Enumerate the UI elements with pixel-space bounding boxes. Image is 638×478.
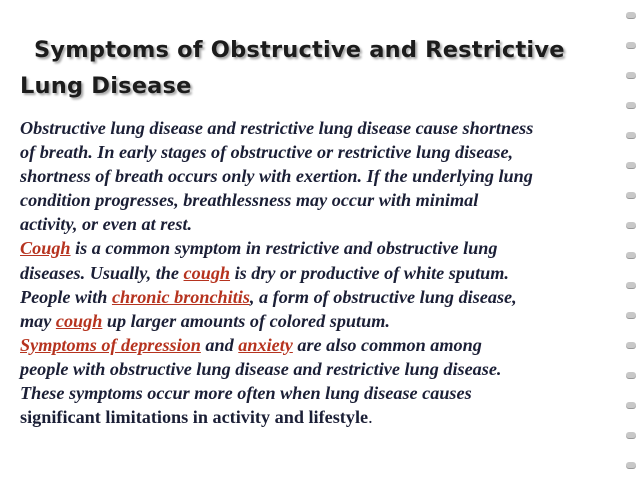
binder-ring [626,102,636,108]
body-line: Obstructive lung disease and restrictive lung disease cause shortness [20,118,534,138]
cough-link[interactable]: cough [183,262,231,283]
body-text: diseases. Usually, the [20,262,184,283]
slide-body [20,116,630,429]
body-line: of breath. In early stages of obstructive or restrictive lung disease, [20,142,514,163]
body-text: may [20,310,56,331]
binder-ring [626,462,636,468]
binder-ring [626,72,636,78]
body-line [20,405,630,429]
body-line: These symptoms occur more often when lung disease causes [20,383,472,404]
body-line [20,309,630,333]
body-text: is a common symptom in restrictive and obstructive lung [70,238,498,259]
body-line [20,236,630,260]
title-line-1: Symptoms of Obstructive and Restrictive [34,37,565,63]
body-text: up larger amounts of colored sputum. [102,310,390,331]
binder-ring [626,432,636,438]
body-line: shortness of breath occurs only with exertion. If the underlying lung [20,166,533,187]
binder-ring [626,12,636,18]
body-text: significant limitations in activity and lifestyle [20,407,369,428]
body-text: People with [20,286,112,307]
body-text: . [368,407,373,428]
symptoms-of-depression-link[interactable]: Symptoms of depression [20,334,201,355]
binder-ring [626,42,636,48]
anxiety-link[interactable]: anxiety [238,334,293,355]
body-line: condition progresses, breathlessness may occur with minimal [20,190,479,211]
body-line: activity, or even at rest. [20,214,193,235]
body-text: are also common among [292,334,482,355]
body-text: , a form of obstructive lung disease, [249,286,517,307]
body-line: people with obstructive lung disease and restrictive lung disease. [20,358,502,379]
body-line [20,261,630,285]
cough-link[interactable]: cough [55,310,103,331]
slide-title [14,32,614,104]
chronic-bronchitis-link[interactable]: chronic bronchitis [111,286,250,307]
body-line [20,285,630,309]
body-line [20,333,630,357]
body-text: is dry or productive of white sputum. [230,262,509,283]
title-line-2: Lung Disease [20,73,192,99]
body-text: and [200,334,239,355]
cough-link[interactable]: Cough [20,238,71,259]
